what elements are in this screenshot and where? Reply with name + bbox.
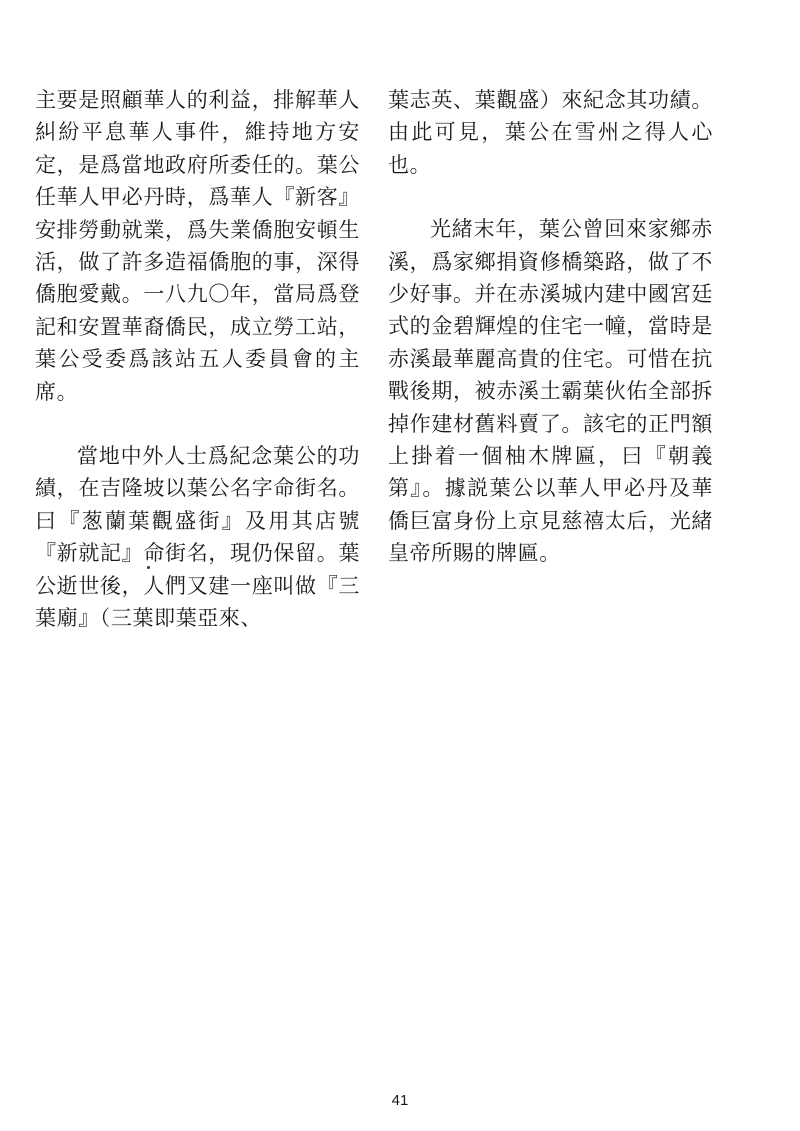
left-column — [35, 84, 360, 635]
left-paragraph-street-names: 當地中外人士爲紀念葉公的功績，在吉隆坡以葉公名字命街名。曰『葱蘭葉觀盛街』及用其店號『新就記』命街名，現仍保留。葉公逝世後，人們又建一座叫做『三葉廟』（三葉即葉亞來、 — [35, 444, 360, 631]
right-paragraph-continuation: 葉志英、葉觀盛）來紀念其功績。由此可見，葉公在雪州之得人心也。 — [388, 88, 713, 177]
right-paragraph-hometown: 光緒末年，葉公曾回來家鄉赤溪，爲家鄉捐資修橋築路，做了不少好事。并在赤溪城内建中國宮廷式的金碧輝煌的住宅一幢，當時是赤溪最華麗高貴的住宅。可惜在抗戰後期，被赤溪土霸葉伙佑全部拆掉作建材舊料賣了。該宅的正門額上掛着一個柚木牌匾，曰『朝義第』。據説葉公以華人甲必丹及華僑巨富身份上京見慈禧太后，光緒皇帝所賜的牌匾。 — [388, 217, 713, 566]
left-paragraph-continuation: 主要是照顧華人的利益，排解華人糾紛平息華人事件，維持地方安定，是爲當地政府所委任的。葉公任華人甲必丹時，爲華人『新客』安排勞動就業，爲失業僑胞安頓生活，做了許多造福僑胞的事，深得僑胞愛戴。一八九〇年，當局爲登記和安置華裔僑民，成立勞工站，葉公受委爲該站五人委員會的主席。 — [35, 88, 360, 404]
right-column — [388, 84, 713, 570]
scan-speck — [147, 566, 150, 569]
page-number: 41 — [391, 1092, 409, 1109]
